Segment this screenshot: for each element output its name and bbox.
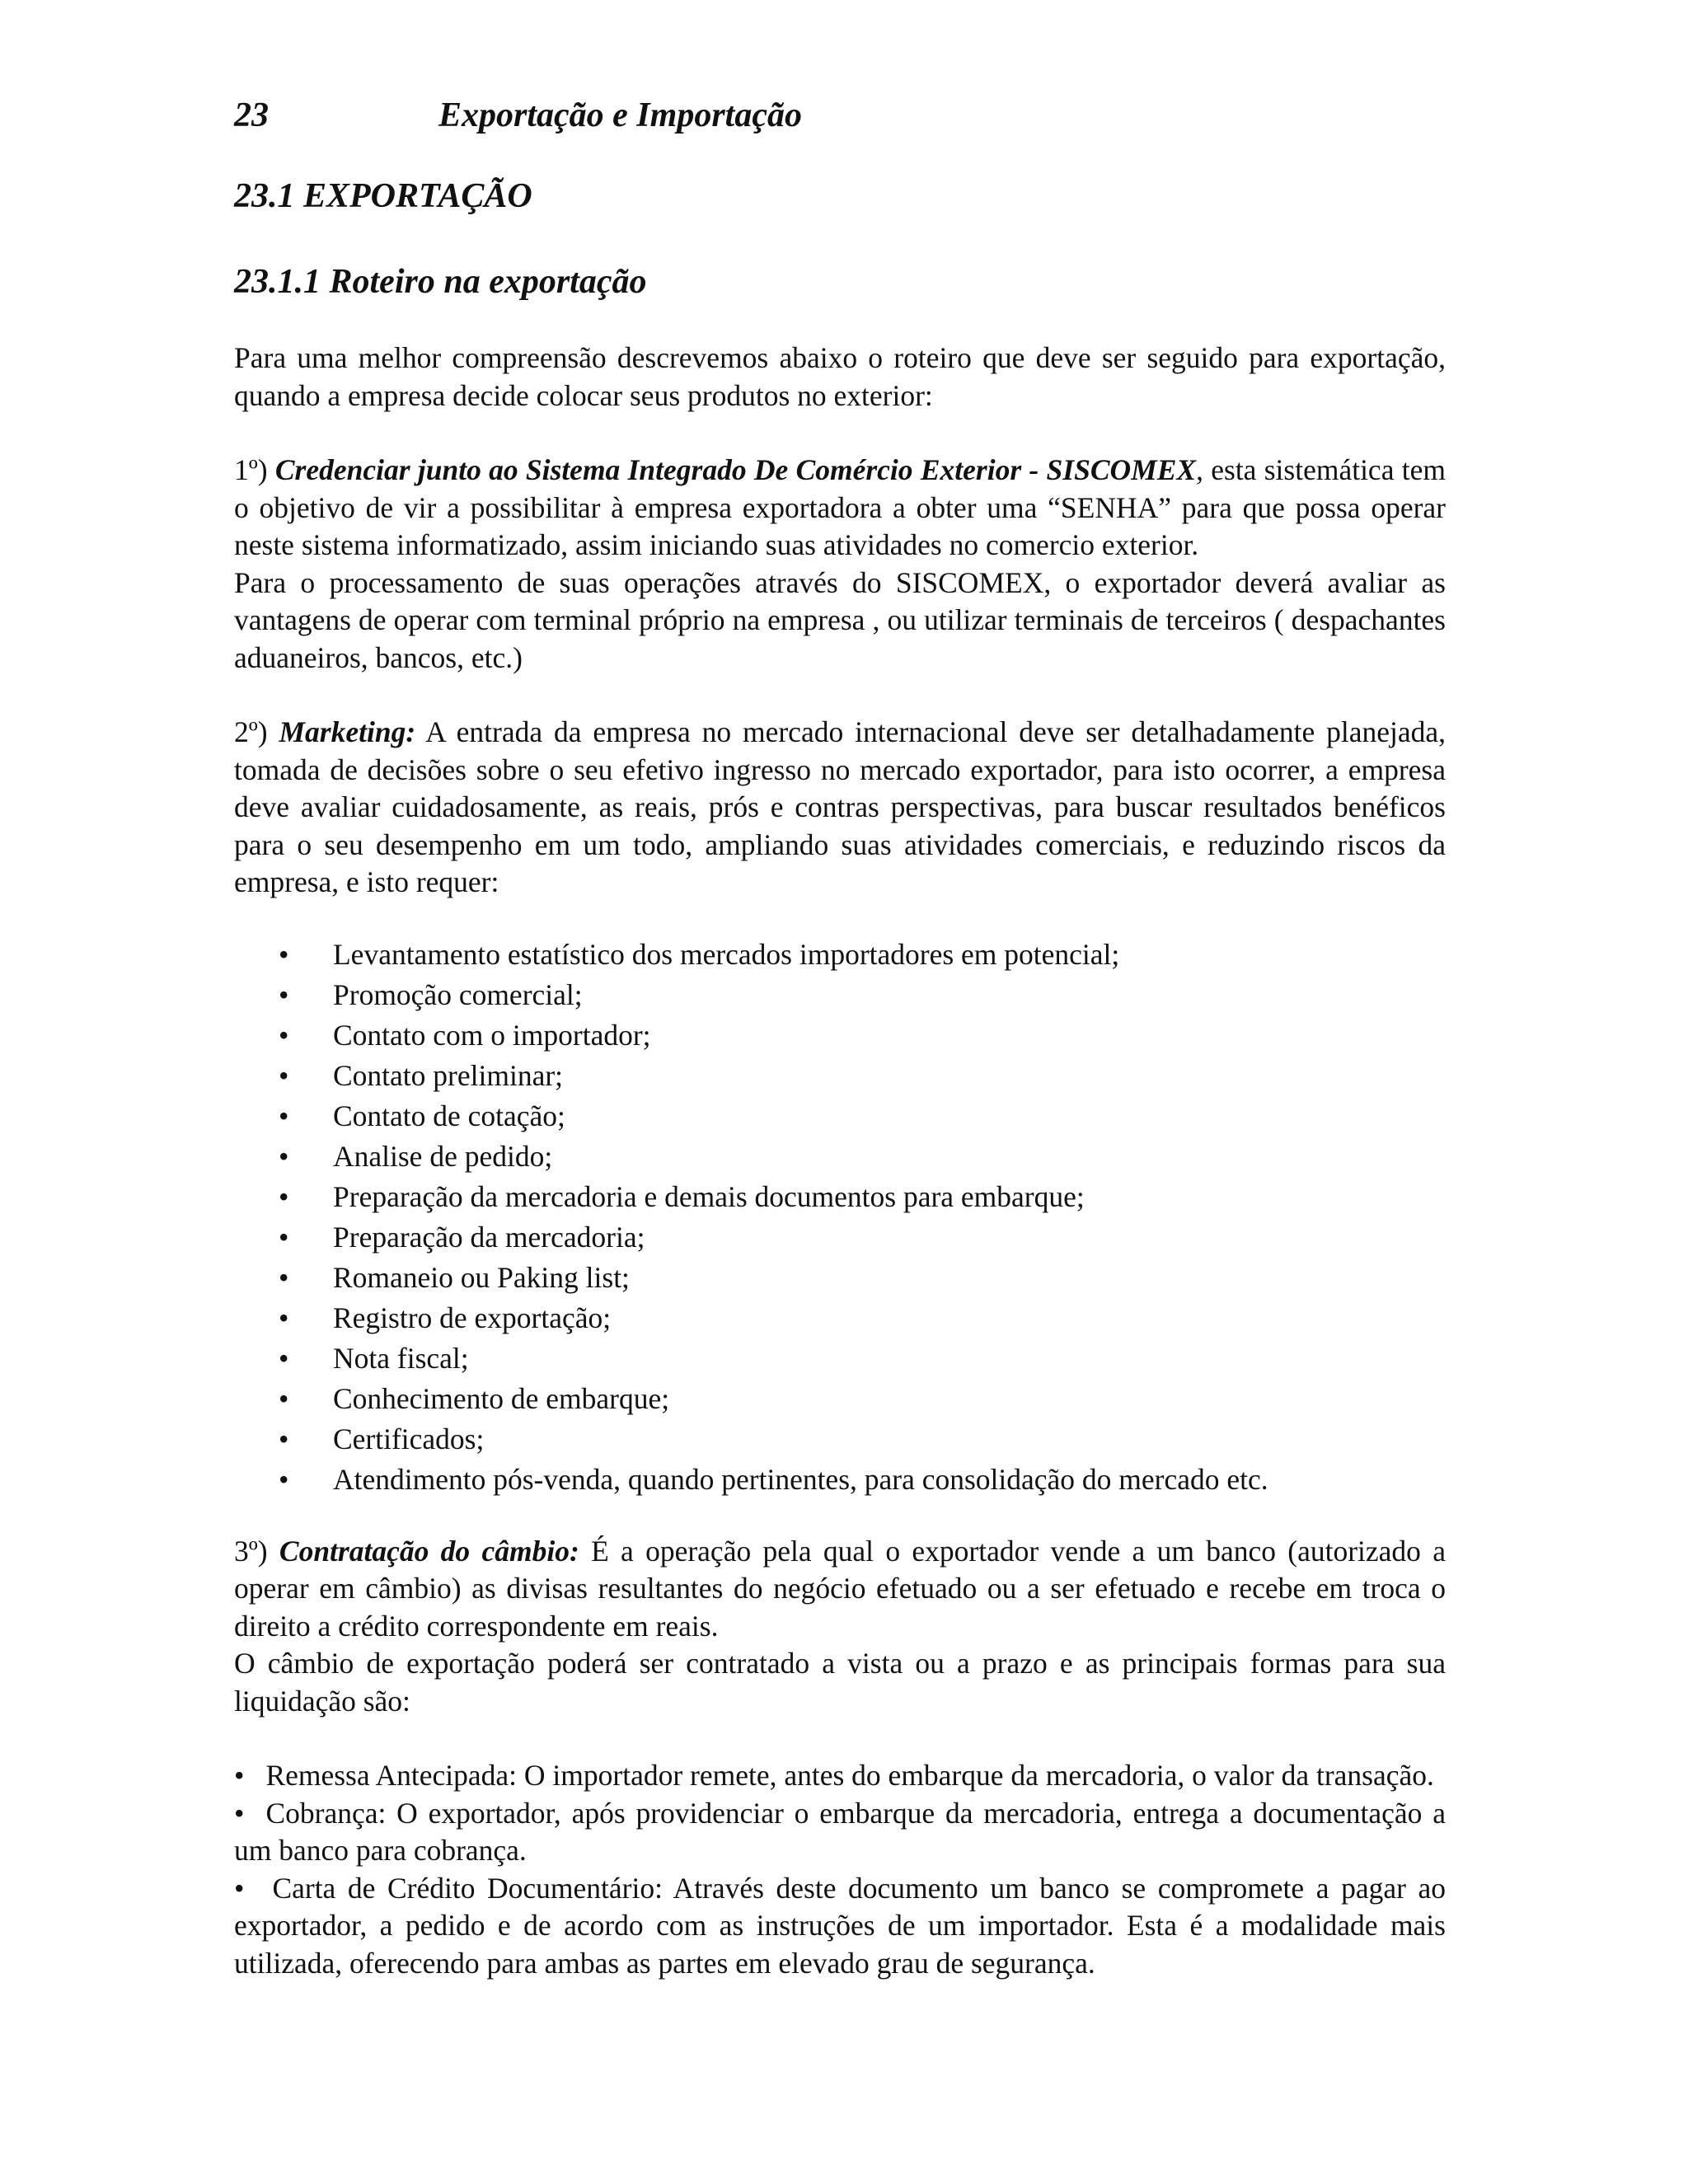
intro-paragraph: Para uma melhor compreensão descrevemos abaixo o roteiro que deve ser seguido para exportação, quando a empresa decide colocar seus produtos no exterior: xyxy=(234,341,1446,412)
marketing-requirements-list xyxy=(234,935,1446,1500)
list-item: • Preparação da mercadoria; xyxy=(279,1217,1446,1258)
payment-form-item: • Remessa Antecipada: O importador remete, antes do embarque da mercadoria, o valor da transação. xyxy=(234,1759,1434,1792)
bullet-icon: • xyxy=(234,1759,245,1792)
bullet-icon: • xyxy=(279,1220,289,1254)
list-item: • Contato com o importador; xyxy=(279,1015,1446,1056)
bullet-icon: • xyxy=(234,1871,245,1905)
bullet-icon: • xyxy=(279,1260,289,1294)
step3-text: É a operação pela qual o exportador vende a um banco (autorizado a operar em câmbio) as divisas resultantes do negócio efetuado ou a ser efetuado e recebe em troca o direito a crédito correspondente em reais. xyxy=(234,1534,1446,1643)
bullet-icon: • xyxy=(279,1179,289,1213)
bullet-icon: • xyxy=(279,1462,289,1496)
step2-prefix: 2º) xyxy=(234,715,279,748)
list-item: • Promoção comercial; xyxy=(279,975,1446,1015)
list-item: • Atendimento pós-venda, quando pertinentes, para consolidação do mercado etc. xyxy=(279,1460,1446,1500)
section-heading: 23.1 EXPORTAÇÃO xyxy=(234,177,532,215)
bullet-icon: • xyxy=(279,1381,289,1415)
list-item: • Contato preliminar; xyxy=(279,1056,1446,1096)
bullet-icon: • xyxy=(279,1058,289,1092)
payment-form-item: • Cobrança: O exportador, após providenciar o embarque da mercadoria, entrega a documentação a um banco para cobrança. xyxy=(234,1796,1446,1867)
bullet-icon: • xyxy=(279,1422,289,1455)
bullet-icon: • xyxy=(279,1139,289,1173)
list-item: • Certificados; xyxy=(279,1419,1446,1460)
bullet-icon: • xyxy=(279,1018,289,1052)
step3-prefix: 3º) xyxy=(234,1534,279,1568)
step3-lead: Contratação do câmbio: xyxy=(279,1534,579,1568)
list-item: • Levantamento estatístico dos mercados importadores em potencial; xyxy=(279,935,1446,975)
chapter-heading xyxy=(234,91,1446,140)
bullet-icon: • xyxy=(279,937,289,971)
chapter-title: Exportação e Importação xyxy=(438,96,802,134)
list-item: • Preparação da mercadoria e demais documentos para embarque; xyxy=(279,1177,1446,1217)
list-item: • Analise de pedido; xyxy=(279,1137,1446,1177)
list-item: • Nota fiscal; xyxy=(279,1338,1446,1379)
step1-paragraph-2: Para o processamento de suas operações através do SISCOMEX, o exportador deverá avaliar as vantagens de operar com terminal próprio na empresa , ou utilizar terminais de terceiros ( despachantes aduaneiros, bancos, etc.) xyxy=(234,565,1446,674)
step2-text: A entrada da empresa no mercado internacional deve ser detalhadamente planejada, tomada de decisões sobre o seu efetivo ingresso no mercado exportador, para isto ocorrer, a empresa deve avaliar cuidadosamente, as reais, prós e contras perspectivas, para buscar resultados benéficos para o seu desempenho em um todo, ampliando suas atividades comerciais, e reduzindo riscos da empresa, e isto requer: xyxy=(234,715,1446,898)
step1-lead: Credenciar junto ao Sistema Integrado De Comércio Exterior - SISCOMEX xyxy=(274,453,1197,486)
subsection-heading: 23.1.1 Roteiro na exportação xyxy=(234,263,647,301)
step2-paragraph xyxy=(234,714,1446,902)
list-item: • Registro de exportação; xyxy=(279,1298,1446,1338)
payment-form-item: • Carta de Crédito Documentário: Através deste documento um banco se compromete a pagar ao exportador, a pedido e de acordo com as instruções de um importador. Esta é a modalidade mais utilizada, oferecendo para ambas as partes em elevado grau de segurança. xyxy=(234,1871,1446,1980)
bullet-icon: • xyxy=(279,977,289,1011)
step1-paragraph xyxy=(234,452,1446,565)
step3-paragraph xyxy=(234,1533,1446,1646)
chapter-number: 23 xyxy=(234,96,269,134)
list-item: • Contato de cotação; xyxy=(279,1096,1446,1137)
step1-text: , esta sistemática tem o objetivo de vir a possibilitar à empresa exportadora a obter uma “SENHA” para que possa operar neste sistema informatizado, assim iniciando suas atividades no comercio exterior. xyxy=(234,453,1446,561)
step2-lead: Marketing: xyxy=(279,715,416,748)
bullet-icon: • xyxy=(234,1796,245,1830)
document-page xyxy=(234,91,1446,1982)
bullet-icon: • xyxy=(279,1341,289,1375)
list-item: • Conhecimento de embarque; xyxy=(279,1379,1446,1419)
step3-paragraph-2: O câmbio de exportação poderá ser contratado a vista ou a prazo e as principais formas para sua liquidação são: xyxy=(234,1647,1446,1718)
step1-prefix: 1º) xyxy=(234,453,275,486)
bullet-icon: • xyxy=(279,1099,289,1132)
list-item: • Romaneio ou Paking list; xyxy=(279,1258,1446,1298)
bullet-icon: • xyxy=(279,1301,289,1334)
